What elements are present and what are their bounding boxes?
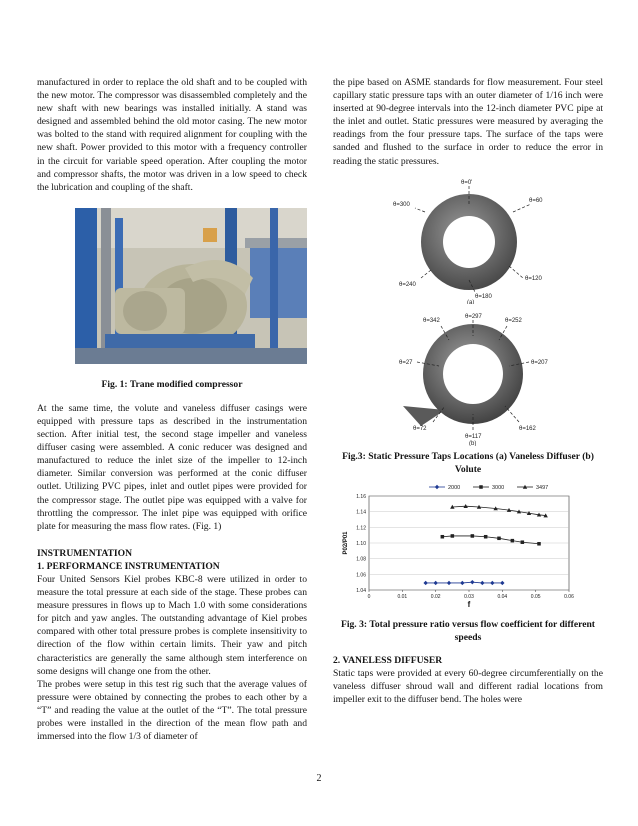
right-paragraph-1: the pipe based on ASME standards for flow measurement. Four steel capillary static pressure taps with an outer diameter of 1/16 inch were inserted at 90-degree intervals into the 12-inch diameter PVC pipe at the inlet and outlet. Static pressures were measured by averaging the readings from the four pressure taps. The surface of the taps were sanded and flushed to the surface in order to reduce the error in reading the static pressures.: [333, 77, 603, 167]
diagram-b-sublabel: (b): [469, 440, 477, 446]
tap-label-a-180: θ=180: [475, 293, 492, 300]
legend-label-3000: 3000: [492, 484, 505, 491]
heading-instrumentation: INSTRUMENTATION: [37, 547, 133, 559]
series-point-3000: [521, 540, 525, 544]
heading-vaneless-diffuser: 2. VANELESS DIFFUSER: [333, 654, 443, 666]
y-tick-label: 1.14: [356, 509, 366, 516]
y-tick-label: 1.12: [356, 524, 366, 531]
y-tick-label: 1.16: [356, 493, 366, 500]
left-paragraph-3: Four United Sensors Kiel probes KBC-8 were utilized in order to measure the total pressure at each side of the stage. These probes can measure pressures in flows up to Mach 1.0 with some considerations for pitch and yaw angles. The outstanding advantage of Kiel probes compared with other total pressure probes is complete insensitivity to direction of the flow within certain limits. Their yaw and pitch characteristics are generally the same although stem interference on some designs will change one from the other.: [37, 573, 307, 677]
tap-label-a-0: θ=0': [461, 179, 473, 186]
x-tick-label: 0: [367, 593, 371, 600]
left-paragraph-2: At the same time, the volute and vaneless diffuser casings were equipped with pressure taps as described in the instrumentation section. After initial test, the second stage impeller and vaneless diffuser casing were assembled. A conic reducer was designed and manufactured to reduce the inlet size of the impeller to 12-inch diameter. Similar conversion was performed at the conic diffuser outlet. Utilizing PVC pipes, inlet and outlet pipes were provided for the compressor stage. The outlet pipe was equipped with a valve for throttling the compressor. The inlet pipe was equipped with orifice plate for measuring the mass flow rates. (Fig. 1): [37, 402, 307, 532]
diagram-a-sublabel: (a): [467, 299, 475, 304]
tap-label-a-240: θ=240: [399, 281, 416, 288]
x-axis-label: f: [467, 599, 471, 608]
tap-label-b-207: θ=207: [531, 359, 548, 366]
y-tick-label: 1.04: [356, 587, 366, 594]
y-tick-label: 1.06: [356, 571, 366, 578]
y-tick-label: 1.08: [356, 556, 366, 563]
compressor-photo-drawing: [75, 208, 307, 364]
series-point-2000: [480, 580, 484, 584]
chart-axes: [343, 494, 574, 608]
tap-label-b-162: θ=162: [519, 425, 536, 432]
series-point-3000: [511, 539, 515, 543]
heading-performance-instrumentation: 1. PERFORMANCE INSTRUMENTATION: [37, 560, 220, 572]
tap-label-b-342: θ=342: [423, 317, 440, 324]
fig3b-caption: Fig. 3: Total pressure ratio versus flow coefficient for different speeds: [340, 618, 595, 643]
tap-label-b-72: θ=72: [413, 425, 427, 432]
fig3-caption: Fig.3: Static Pressure Taps Locations (a) Vaneless Diffuser (b) Volute: [342, 450, 594, 475]
x-tick-label: 0.06: [564, 593, 574, 600]
series-point-2000: [500, 580, 504, 584]
legend-label-3497: 3497: [536, 484, 549, 491]
series-point-2000: [490, 580, 494, 584]
volute-inner-hole: [443, 344, 503, 404]
x-tick-label: 0.03: [464, 593, 474, 600]
tap-label-b-27: θ=27: [399, 359, 413, 366]
compressor-photo: [75, 208, 307, 364]
series-point-3000: [451, 534, 455, 538]
chart-legend: [429, 484, 548, 490]
right-column: [333, 76, 603, 706]
series-point-3000: [537, 542, 541, 546]
x-tick-label: 0.05: [530, 593, 541, 600]
left-paragraph-4: The probes were setup in this test rig such that the average values of pressure were obtained by connecting the probes to each other by a “T” and reading the value at the outlet of the “T”. The total pressure probes were installed in the direction of the mean flow path and immersed into the flow 1/3 of diameter of: [37, 678, 307, 743]
tap-label-b-252: θ=252: [505, 317, 522, 324]
series-point-3000: [484, 535, 488, 539]
chart-series: [423, 504, 547, 585]
series-point-2000: [433, 580, 437, 584]
series-point-2000: [423, 580, 427, 584]
series-point-3000: [471, 534, 475, 538]
series-point-3000: [497, 536, 501, 540]
y-axis-label: P02/P01: [343, 531, 349, 555]
tap-label-b-297: θ=297: [465, 313, 482, 320]
pressure-ratio-chart: [333, 480, 603, 608]
y-tick-label: 1.10: [356, 540, 366, 547]
series-point-2000: [447, 580, 451, 584]
diagram-volute: [333, 310, 603, 446]
series-point-2000: [470, 580, 474, 584]
tap-label-a-120: θ=120: [525, 275, 542, 282]
series-point-3000: [441, 535, 445, 539]
fig1-caption: Fig. 1: Trane modified compressor: [101, 378, 243, 390]
legend-marker-3000: [479, 485, 483, 489]
tap-label-a-60: θ=60: [529, 197, 543, 204]
left-column: [37, 76, 307, 743]
legend-label-2000: 2000: [448, 484, 461, 491]
left-paragraph-1: manufactured in order to replace the old shaft and to be coupled with the new motor. The compressor was disassembled completely and the new shaft with new bearings was installed initially. A stand was designed and assembled behind the old motor casing. The new motor was bolted to the stand with required alignment for coupling with the new shaft. Power provided to this motor with a frequency controller in the circuit for variable speed operation. After coupling the motor and compressor shafts, the motor was driven in a low speed to check the lubrication and coupling of the shaft.: [37, 77, 307, 193]
legend-marker-2000: [435, 484, 439, 488]
series-line-3000: [442, 536, 539, 544]
tap-label-a-300: θ=300: [393, 201, 410, 208]
diffuser-inner-hole: [443, 216, 495, 268]
right-paragraph-2: Static taps were provided at every 60-degree circumferentially on the vaneless diffuser shroud wall and different radial locations from impeller exit to the diffuser bend. The holes were: [333, 667, 603, 705]
page-number: 2: [316, 773, 322, 784]
x-tick-label: 0.02: [430, 593, 441, 600]
series-point-2000: [460, 580, 464, 584]
x-tick-label: 0.04: [497, 593, 508, 600]
tap-label-b-117: θ=117: [465, 433, 482, 440]
diagram-vaneless-diffuser: [333, 174, 603, 304]
x-tick-label: 0.01: [397, 593, 408, 600]
